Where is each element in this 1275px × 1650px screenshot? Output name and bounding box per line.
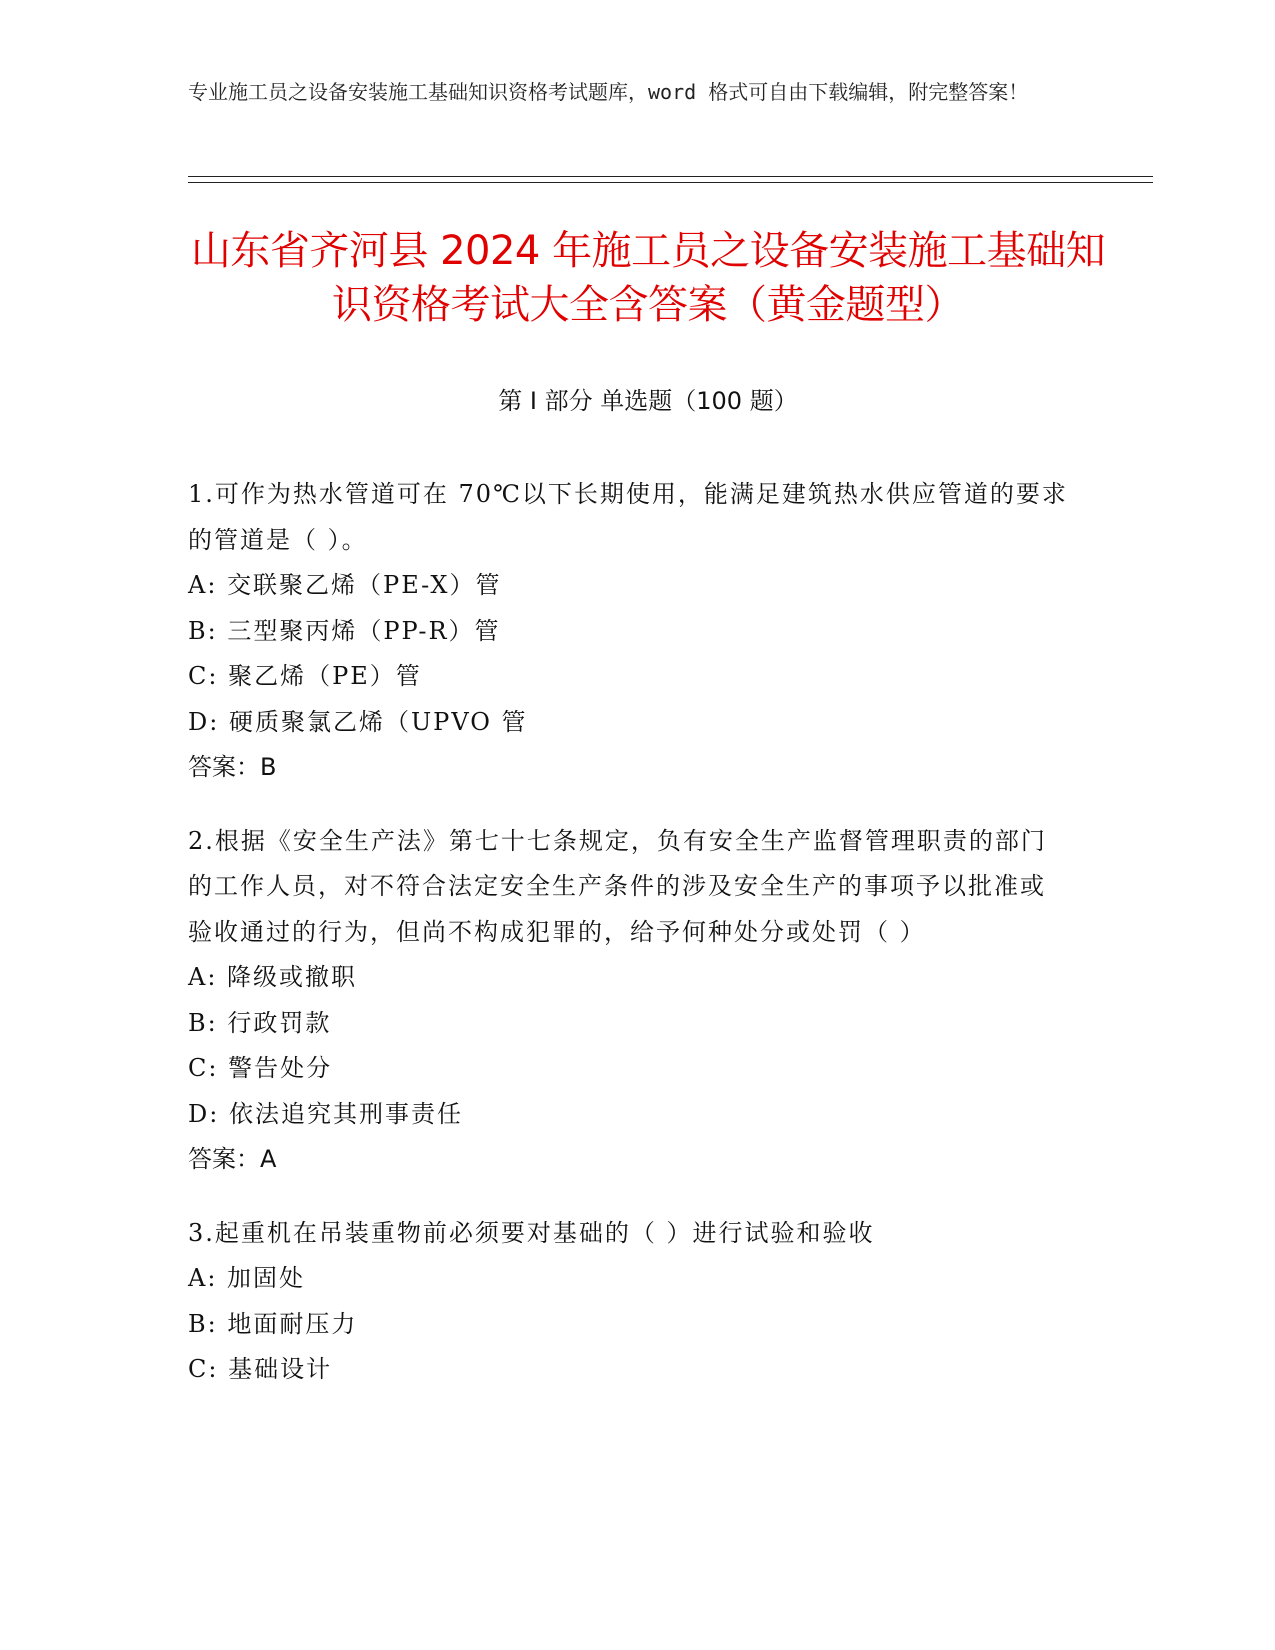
option-d: D: 依法追究其刑事责任 <box>188 1099 463 1128</box>
answer: 答案：B <box>188 753 277 781</box>
header-note: 专业施工员之设备安装施工基础知识资格考试题库，word 格式可自由下载编辑，附完整答案！ <box>188 80 1029 104</box>
header-rule-top <box>188 176 1153 177</box>
option-a: A: 交联聚乙烯（PE-X）管 <box>188 571 502 599</box>
option-c: C: 基础设计 <box>188 1355 333 1383</box>
question-3 <box>188 1211 1068 1393</box>
question-2 <box>188 819 1068 1183</box>
header-rule-bottom <box>188 182 1153 183</box>
question-list <box>188 472 1068 1421</box>
option-d: D: 硬质聚氯乙烯（UPVO 管 <box>188 707 528 736</box>
section-title: 第 I 部分 单选题（100 题） <box>498 387 798 415</box>
option-c: C: 聚乙烯（PE）管 <box>188 662 422 690</box>
answer: 答案：A <box>188 1145 277 1173</box>
question-stem: 2.根据《安全生产法》第七十七条规定，负有安全生产监督管理职责的部门的工作人员，对不符合法定安全生产条件的涉及安全生产的事项予以批准或验收通过的行为，但尚不构成犯罪的，给予何种处分或处罚（ ） <box>188 826 1047 946</box>
option-a: A: 加固处 <box>188 1264 306 1292</box>
option-a: A: 降级或撤职 <box>188 963 358 991</box>
option-b: B: 行政罚款 <box>188 1008 332 1037</box>
question-stem: 3.起重机在吊装重物前必须要对基础的（ ）进行试验和验收 <box>188 1218 875 1247</box>
option-b: B: 三型聚丙烯（PP-R）管 <box>188 616 501 645</box>
question-1 <box>188 472 1068 791</box>
question-stem: 1.可作为热水管道可在 70℃以下长期使用，能满足建筑热水供应管道的要求的管道是（ ）。 <box>188 480 1068 554</box>
option-c: C: 警告处分 <box>188 1054 333 1082</box>
option-b: B: 地面耐压力 <box>188 1309 358 1338</box>
document-title: 山东省齐河县 2024 年施工员之设备安装施工基础知识资格考试大全含答案（黄金题型） <box>190 228 1106 328</box>
